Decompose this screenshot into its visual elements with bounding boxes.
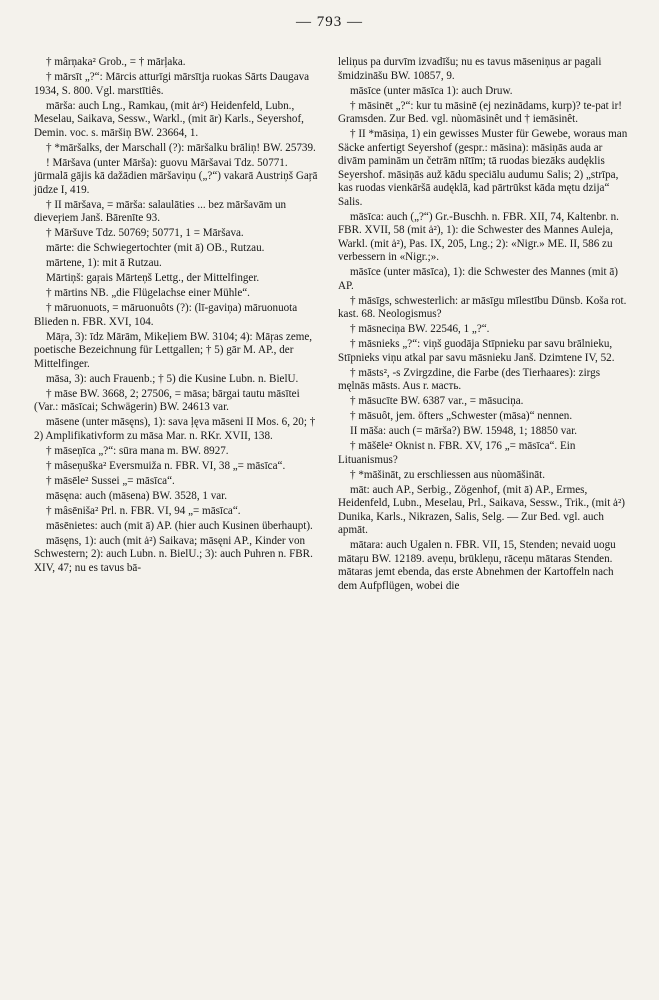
dictionary-entry: mārtene, 1): mit ā Rutzau. bbox=[46, 257, 162, 269]
dictionary-entry: II māšа: auch (= mārša?) BW. 15948, 1; 18850 var. bbox=[350, 425, 578, 437]
dictionary-entry: Mārtiņš: gaŗais Mārteņš Lettg., der Mittelfinger. bbox=[46, 272, 260, 284]
dictionary-entry: † māsucīte BW. 6387 var., = māsuciņa. bbox=[350, 395, 524, 407]
dictionary-entry: † mārsīt „?“: Mārcis atturīgi mārsītja ruokas Sārts Daugava 1934, S. 800. Vgl. marstītiês. bbox=[34, 71, 310, 97]
dictionary-entry: māsęns, 1): auch (mit ȧ²) Saikava; māsęni AP., Kinder von Schwestern; 2): auch Lubn. n. BielU.; 3): auch Puhren n. FBR. XIV, 47; nu es tavus bā- bbox=[34, 534, 313, 574]
dictionary-entry: † māsuôt, jem. öfters „Schwester (māsa)“ nennen. bbox=[350, 410, 573, 422]
dictionary-entry: † *māršalks, der Marschall (?): māršalku brāliņ! BW. 25739. bbox=[46, 141, 316, 154]
dictionary-entry: † māsēle² Sussei „= māsīca“. bbox=[46, 474, 175, 487]
dictionary-entry: † māse BW. 3668, 2; 27506, = māsa; bārgai tautu māsītei (Var.: māsīcai; Schwägerin) BW. 24613 var. bbox=[34, 387, 300, 413]
dictionary-entry: māsīca: auch („?“) Gr.-Buschh. n. FBR. XII, 74, Kaltenbr. n. FBR. XVII, 58 (mit ȧ²), 1): die Schwester des Mannes Auleja, Warkl. (mit ȧ²), Pas. IX, 205, Lng.; 2): «Nigr.» ME. II, 586 zu verbessern in «Nigr.;». bbox=[338, 210, 619, 263]
page-number: — 793 — bbox=[296, 14, 363, 30]
dictionary-entry: † māruonuots, = māruonuôts (?): (lī-gaviņa) māruonuota Blieden n. FBR. XVI, 104. bbox=[34, 302, 298, 328]
dictionary-entry: † mâseņuška² Eversmuiža n. FBR. VI, 38 „= māsīca“. bbox=[46, 459, 286, 472]
dictionary-entry: mārša: auch Lng., Ramkau, (mit ȧr²) Heidenfeld, Lubn., Meselau, Saikava, Sessw., Warkl., (mit ār) Karls., Seyershof, Demin. voc. s. māršiņ BW. 23664, 1. bbox=[34, 99, 304, 139]
dictionary-entry: † māsts², -s Zvirgzdine, die Farbe (des Tierhaares): zirgs męlnās māsts. Aus r. масть. bbox=[338, 366, 601, 392]
dictionary-entry: Māŗa, 3): īdz Mārām, Mikeļiem BW. 3104; 4): Māŗas zeme, poetische Bezeichnung für Lettgallen; † 5) gār M. AP., der Mittelfinger. bbox=[34, 330, 313, 370]
dictionary-entry: † māseņīca „?“: sūra mana m. BW. 8927. bbox=[46, 444, 229, 457]
dictionary-entry: † māsnieks „?“: viņš guodāja Stīpnieku par savu brālnieku, Stīpnieks viņu atkal par savu māsnieku Janš. Dzimtene IV, 52. bbox=[338, 338, 615, 364]
dictionary-entry: māt: auch AP., Serbig., Zögenhof, (mit ā) AP., Ermes, Heidenfeld, Lubn., Meselau, Prl., Saikava, Sessw., Trik., (mit ȧ²) Dunika, Karls., Nikrazen, Salis, Selg. — Zur Bed. vgl. auch apmāt. bbox=[338, 483, 626, 536]
dictionary-entry: ! Māršava (unter Mārša): guovu Māršavai Tdz. 50771. jūrmalā gājis kā dažādien māršaviņu („?“) vakarā Austriņš Gaŗā jūdze I, 419. bbox=[34, 156, 318, 196]
dictionary-entry: māsīce (unter māsīca 1): auch Druw. bbox=[350, 84, 513, 97]
dictionary-entry: mārte: die Schwiegertochter (mit ā) OB., Rutzau. bbox=[46, 242, 265, 254]
dictionary-entry: † Māršuve Tdz. 50769; 50771, 1 = Māršava. bbox=[46, 227, 244, 239]
dictionary-entry: † II *māsiņa, 1) ein gewisses Muster für Gewebe, woraus man Säcke anfertigt Seyershof (gespr.: māsina): māsiņās auda ar divām paminām un četrām nītīm; tā ruodas biezāks audęklis Seyershof. māsiņās auž kādu speciālu audumu Salis; 2) „strīpa, kas ruodas vienkāršā audęklā, kad pārtrūkst kāda mętu dzija“ Salis. bbox=[338, 128, 628, 208]
dictionary-entry: † māsīgs, schwesterlich: ar māsīgu mīlestību Dünsb. Koša rot. kast. 68. Neologismus? bbox=[338, 294, 627, 320]
dictionary-entry: † māsinēt „?“: kur tu māsinē (ej nezinādams, kurp)? te-pat ir! Gramsden. Zur Bed. vgl. nùomāsinêt und † iemāsinêt. bbox=[338, 99, 622, 125]
dictionary-entry: † *māšināt, zu erschliessen aus nùomāšināt. bbox=[350, 468, 546, 481]
dictionary-entry: māsēnietes: auch (mit ā) AP. (hier auch Kusinen überhaupt). bbox=[46, 519, 313, 532]
dictionary-entry: māsīce (unter māsīca), 1): die Schwester des Mannes (mit ā) AP. bbox=[338, 266, 619, 292]
dictionary-entry: † mārtins NB. „die Flügelachse einer Mühle“. bbox=[46, 287, 250, 299]
dictionary-entry: māsa, 3): auch Frauenb.; † 5) die Kusine Lubn. n. BielU. bbox=[46, 372, 299, 385]
right-column bbox=[338, 56, 630, 595]
left-column bbox=[34, 56, 324, 577]
dictionary-entry: mātara: auch Ugalen n. FBR. VII, 15, Stenden; nevaid uogu mātaŗu BW. 12189. aveņu, brūkleņu, rāceņu mātaras Stenden. mātaras jemt ebenda, das erste Abnehmen der Kartoffeln nach dem Aufpflügen, wobei die bbox=[338, 539, 616, 592]
dictionary-entry: † mâsēniša² Prl. n. FBR. VI, 94 „= māsīca“. bbox=[46, 504, 241, 517]
dictionary-entry: māsęna: auch (māsena) BW. 3528, 1 var. bbox=[46, 489, 228, 502]
dictionary-entry: † II māršava, = mārša: salaulāties ... bez māršavām un dieveŗiem Janš. Bārenīte 93. bbox=[34, 198, 287, 224]
dictionary-entry: † māsneciņa BW. 22546, 1 „?“. bbox=[350, 323, 490, 335]
dictionary-entry: † māšēle² Oknist n. FBR. XV, 176 „= māsīca“. Ein Lituanismus? bbox=[338, 440, 576, 466]
dictionary-entry: māsene (unter māsęns), 1): sava ļęva māseni II Mos. 6, 20; † 2) Amplifikativform zu māsa Mar. n. RKr. XVII, 138. bbox=[34, 416, 316, 442]
dictionary-entry: † mârņaka² Grob., = † mārļaka. bbox=[46, 56, 186, 68]
dictionary-entry-continued: leliņus pa durvīm izvadīšu; nu es tavus māseniņus ar pagali šmidzināšu BW. 10857, 9. bbox=[338, 56, 602, 82]
